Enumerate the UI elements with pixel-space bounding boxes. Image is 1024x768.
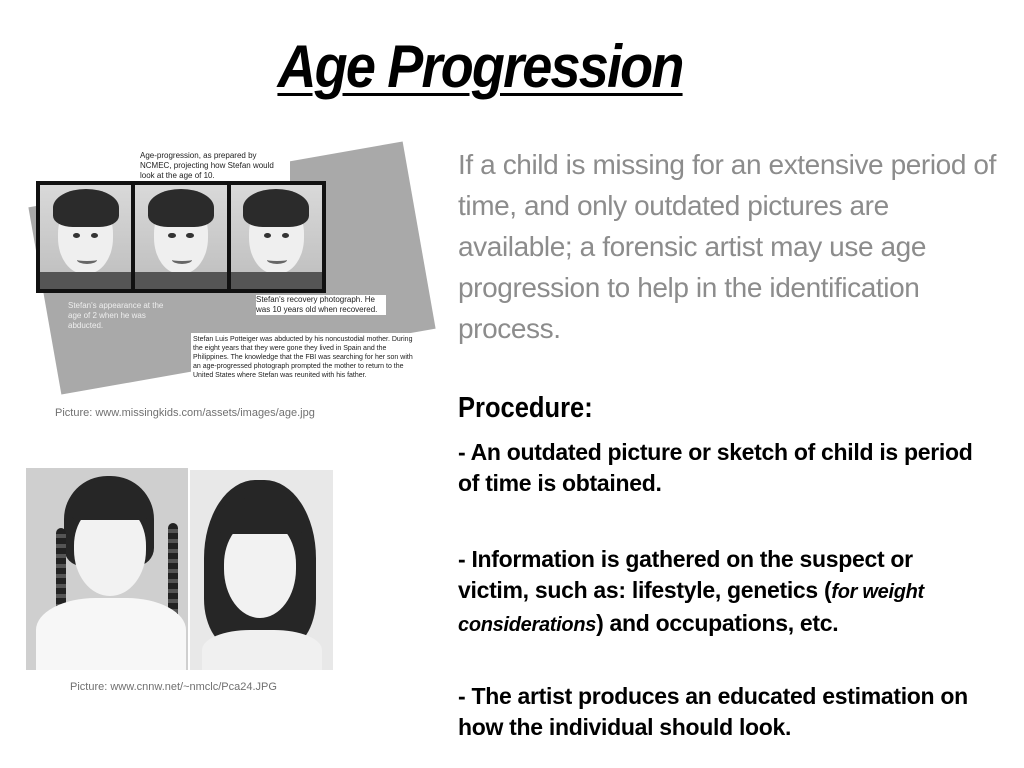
- procedure-step-2-text-a: - Information is gathered on the suspect or victim, such as: lifestyle, genetics (: [458, 546, 913, 603]
- figure1-caption: Picture: www.missingkids.com/assets/images/age.jpg: [55, 407, 315, 419]
- photo-strip: [36, 181, 326, 293]
- intro-paragraph: If a child is missing for an extensive period of time, and only outdated pictures are available; a forensic artist may use age progression to help in the identification process.: [458, 149, 996, 344]
- figure-note-top: Age-progression, as prepared by NCMEC, projecting how Stefan would look at the age of 10.: [140, 151, 274, 180]
- procedure-heading: Procedure:: [458, 392, 593, 424]
- photo-age-2: [40, 185, 131, 289]
- figure2-caption: Picture: www.cnnw.net/~nmclc/Pca24.JPG: [70, 681, 277, 693]
- procedure-step-2-text-b: ) and occupations, etc.: [596, 610, 839, 636]
- photo-recovery: [231, 185, 322, 289]
- photo-child-young: [26, 468, 188, 670]
- figure-note-right: Stefan's recovery photograph. He was 10 years old when recovered.: [256, 295, 386, 315]
- procedure-step-3: - The artist produces an educated estimation on how the individual should look.: [458, 683, 968, 740]
- figure-note-bottom: Stefan Luis Potteiger was abducted by his noncustodial mother. During the eight years that they were gone they lived in Spain and the Philippines. The knowledge that the FBI was searching for her son with an age-progressed photograph prompted the mother to return to the United States where Stefan was reunited with his father.: [191, 333, 415, 382]
- page-title: Age Progression: [277, 33, 683, 100]
- figure-note-left: Stefan's appearance at the age of 2 when he was abducted.: [68, 301, 164, 330]
- age-progression-figure: [28, 135, 428, 395]
- procedure-step-1: - An outdated picture or sketch of child is period of time is obtained.: [458, 439, 973, 496]
- photo-age-progressed: [135, 185, 226, 289]
- procedure-step-2: [458, 544, 978, 641]
- photo-child-progressed: [190, 470, 333, 670]
- procedure-step-2-emphasis: for weight considerations: [458, 581, 924, 636]
